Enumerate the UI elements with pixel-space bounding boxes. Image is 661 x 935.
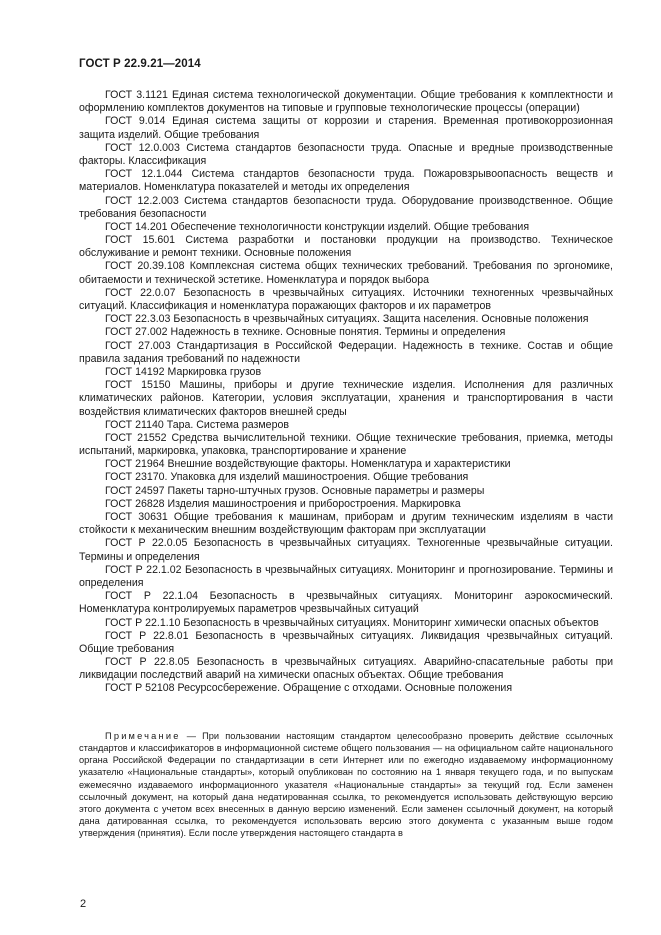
- reference-item: ГОСТ Р 22.8.05 Безопасность в чрезвычайных ситуациях. Аварийно-спасательные работы при ликвидации последствий аварий на химически опасных объектах. Общие требования: [79, 656, 613, 682]
- reference-item: ГОСТ 30631 Общие требования к машинам, приборам и другим техническим изделиям в части стойкости к механическим внешним воздействующим факторам при эксплуатации: [79, 511, 613, 537]
- reference-item: ГОСТ 20.39.108 Комплексная система общих технических требований. Требования по эргономике, обитаемости и технической эстетике. Номенклатура и порядок выбора: [79, 260, 613, 286]
- note-text: При пользовании настоящим стандартом целесообразно проверить действие ссылочных стандартов и классификаторов в информационной системе общего пользования — на официальном сайте национального органа Российской Федерации по стандартизации в сети Интернет или по ежегодно издаваемому информационному указателю «Национальные стандарты», который опубликован по состоянию на 1 января текущего года, и по выпускам ежемесячно издаваемого информационного указателя «Национальные стандарты» за текущий год. Если заменен ссылочный документ, на который дана недатированная ссылка, то рекомендуется использовать действующую версию этого документа с учетом всех внесенных в данную версию изменений. Если заменен ссылочный документ, на который дана датированная ссылка, то рекомендуется использовать версию этого документа с указанным выше годом утверждения (принятия). Если после утверждения настоящего стандарта в: [79, 731, 614, 839]
- reference-item: ГОСТ 21552 Средства вычислительной техники. Общие технические требования, приемка, методы испытаний, маркировка, упаковка, транспортирование и хранение: [79, 431, 613, 458]
- note-paragraph: [79, 730, 613, 839]
- reference-item: ГОСТ Р 22.1.04 Безопасность в чрезвычайных ситуациях. Мониторинг аэрокосмический. Номенклатура контролируемых параметров чрезвычайных ситуаций: [79, 590, 613, 616]
- reference-item: ГОСТ Р 22.8.01 Безопасность в чрезвычайных ситуациях. Ликвидация чрезвычайных ситуаций. Общие требования: [79, 629, 613, 655]
- document-header: ГОСТ Р 22.9.21—2014: [79, 58, 201, 70]
- reference-item: ГОСТ Р 22.1.10 Безопасность в чрезвычайных ситуациях. Мониторинг химически опасных объектов: [105, 616, 599, 629]
- note-dash: —: [180, 731, 203, 741]
- reference-item: ГОСТ 15.601 Система разработки и постановки продукции на производство. Техническое обслуживание и ремонт техники. Основные положения: [79, 234, 613, 260]
- reference-item: ГОСТ 21140 Тара. Система размеров: [105, 418, 289, 431]
- reference-item: ГОСТ 24597 Пакеты тарно-штучных грузов. Основные параметры и размеры: [105, 484, 485, 497]
- reference-item: ГОСТ Р 22.1.02 Безопасность в чрезвычайных ситуациях. Мониторинг и прогнозирование. Термины и определения: [79, 563, 613, 589]
- page-number: 2: [80, 898, 87, 910]
- note-block: [79, 730, 613, 839]
- reference-item: ГОСТ 15150 Машины, приборы и другие технические изделия. Исполнения для различных климатических районов. Категории, условия эксплуатации, хранения и транспортирования в части воздействия климатических факторов внешней среды: [79, 379, 613, 418]
- reference-item: ГОСТ 23170. Упаковка для изделий машиностроения. Общие требования: [105, 471, 469, 484]
- note-label: Примечание: [105, 731, 181, 741]
- reference-item: ГОСТ 21964 Внешние воздействующие факторы. Номенклатура и характеристики: [105, 458, 511, 471]
- reference-item: ГОСТ 27.003 Стандартизация в Российской Федерации. Надежность в технике. Состав и общие правила задания требований по надежности: [79, 339, 613, 365]
- reference-item: ГОСТ 12.0.003 Система стандартов безопасности труда. Опасные и вредные производственные факторы. Классификация: [79, 141, 613, 167]
- reference-item: ГОСТ 12.2.003 Система стандартов безопасности труда. Оборудование производственное. Общие требования безопасности: [79, 194, 613, 220]
- reference-item: ГОСТ 14.201 Обеспечение технологичности конструкции изделий. Общие требования: [105, 220, 530, 233]
- reference-item: ГОСТ Р 52108 Ресурсосбережение. Обращение с отходами. Основные положения: [105, 682, 513, 695]
- reference-item: ГОСТ Р 22.0.05 Безопасность в чрезвычайных ситуациях. Техногенные чрезвычайные ситуации. Термины и определения: [79, 537, 613, 563]
- reference-item: ГОСТ 14192 Маркировка грузов: [105, 365, 262, 378]
- reference-item: ГОСТ 22.0.07 Безопасность в чрезвычайных ситуациях. Источники техногенных чрезвычайных ситуаций. Классификация и номенклатура поражающих факторов и их параметров: [79, 286, 613, 312]
- reference-item: ГОСТ 26828 Изделия машиностроения и приборостроения. Маркировка: [105, 497, 461, 510]
- reference-item: ГОСТ 27.002 Надежность в технике. Основные понятия. Термины и определения: [105, 326, 506, 339]
- reference-item: ГОСТ 9.014 Единая система защиты от коррозии и старения. Временная противокоррозионная защита изделий. Общие требования: [79, 115, 613, 141]
- reference-item: ГОСТ 22.3.03 Безопасность в чрезвычайных ситуациях. Защита населения. Основные положения: [105, 313, 589, 326]
- normative-references-list: [79, 89, 613, 696]
- reference-item: ГОСТ 3.1121 Единая система технологической документации. Общие требования к комплектности и оформлению комплектов документов на типовые и групповые технологические процессы (операции): [79, 89, 613, 115]
- reference-item: ГОСТ 12.1.044 Система стандартов безопасности труда. Пожаровзрывоопасность веществ и материалов. Номенклатура показателей и методы их определения: [79, 168, 613, 194]
